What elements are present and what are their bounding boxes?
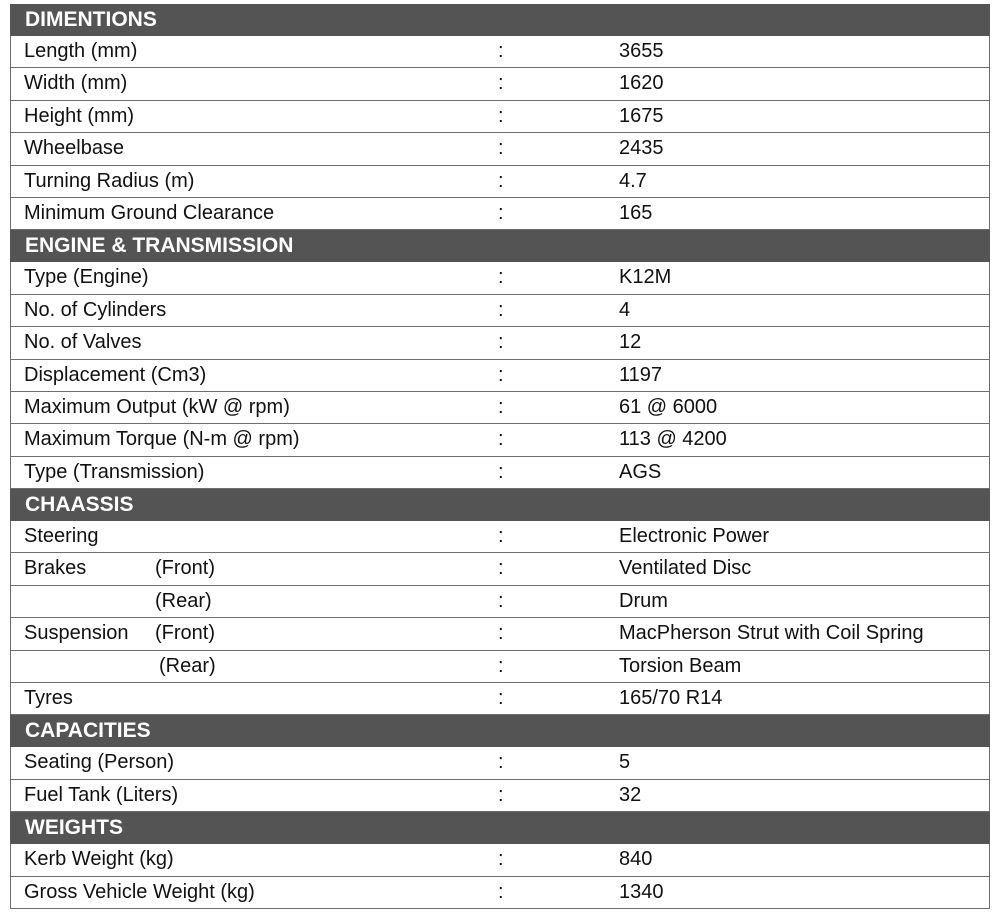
spec-value: 3655 (619, 40, 664, 62)
spec-label: Seating (Person) (24, 751, 175, 774)
spec-row-displacement (10, 360, 990, 392)
spec-value: 1675 (619, 104, 664, 127)
spec-colon: : (498, 72, 504, 95)
spec-value: 1620 (619, 72, 664, 95)
spec-label: Fuel Tank (Liters) (24, 783, 179, 806)
spec-label: No. of Cylinders (24, 298, 167, 321)
spec-value: 4.7 (619, 169, 647, 192)
spec-label: Kerb Weight (kg) (24, 848, 174, 871)
spec-row-tyres (10, 683, 990, 715)
spec-row-engine-type (10, 262, 990, 294)
spec-colon: : (498, 460, 504, 483)
spec-colon: : (498, 622, 504, 645)
spec-value: 165 (619, 201, 653, 224)
section-header-weights: WEIGHTS (10, 812, 990, 844)
spec-label: Length (mm) (24, 40, 138, 62)
spec-value: AGS (619, 460, 662, 483)
spec-colon: : (498, 395, 504, 418)
spec-row-cylinders (10, 295, 990, 327)
spec-label: Turning Radius (m) (24, 169, 195, 192)
spec-value: MacPherson Strut with Coil Spring (619, 622, 924, 645)
spec-colon: : (498, 428, 504, 451)
spec-value: 2435 (619, 137, 664, 160)
spec-label: Minimum Ground Clearance (24, 201, 275, 224)
spec-colon: : (498, 266, 504, 289)
spec-row-turning-radius (10, 166, 990, 198)
spec-label: Type (Engine) (24, 266, 149, 289)
spec-row-max-torque (10, 424, 990, 456)
spec-colon: : (498, 783, 504, 806)
spec-colon: : (498, 137, 504, 160)
spec-colon: : (498, 363, 504, 386)
spec-value: 32 (619, 783, 642, 806)
spec-row-gross-weight (10, 877, 990, 909)
spec-row-wheelbase (10, 133, 990, 165)
spec-colon: : (498, 687, 504, 710)
spec-value: 840 (619, 848, 653, 871)
spec-row-suspension-front (10, 618, 990, 650)
spec-row-kerb-weight (10, 844, 990, 876)
section-header-dimensions: DIMENTIONS (10, 4, 990, 36)
spec-sublabel: (Front) (155, 622, 215, 645)
spec-value: 165/70 R14 (619, 687, 723, 710)
spec-row-fuel-tank (10, 780, 990, 812)
spec-colon: : (498, 169, 504, 192)
spec-value: Torsion Beam (619, 654, 742, 677)
spec-value: Electronic Power (619, 525, 770, 548)
spec-value: 1340 (619, 880, 664, 903)
spec-value: Ventilated Disc (619, 557, 752, 580)
spec-row-length (10, 36, 990, 68)
spec-row-valves (10, 327, 990, 359)
spec-label: Brakes (24, 557, 87, 580)
spec-label: Steering (24, 525, 99, 548)
spec-label: Maximum Output (kW @ rpm) (24, 395, 290, 418)
spec-sublabel: (Rear) (159, 654, 216, 677)
section-header-chassis: CHAASSIS (10, 489, 990, 521)
spec-colon: : (498, 201, 504, 224)
spec-row-transmission-type (10, 457, 990, 489)
spec-row-brakes-rear (10, 586, 990, 618)
spec-row-steering (10, 521, 990, 553)
spec-label: Maximum Torque (N-m @ rpm) (24, 428, 300, 451)
spec-colon: : (498, 654, 504, 677)
spec-colon: : (498, 848, 504, 871)
section-header-capacities: CAPACITIES (10, 715, 990, 747)
spec-row-width (10, 68, 990, 100)
spec-row-max-output (10, 392, 990, 424)
spec-row-ground-clearance (10, 198, 990, 230)
spec-row-suspension-rear (10, 651, 990, 683)
spec-label: Height (mm) (24, 104, 135, 127)
spec-value: 61 @ 6000 (619, 395, 718, 418)
spec-label: Gross Vehicle Weight (kg) (24, 880, 255, 903)
spec-label: Tyres (24, 687, 73, 710)
spec-value: 12 (619, 331, 642, 354)
spec-row-brakes-front (10, 553, 990, 585)
spec-colon: : (498, 40, 504, 62)
spec-value: 1197 (619, 363, 663, 386)
spec-colon: : (498, 589, 504, 612)
spec-value: 113 @ 4200 (619, 428, 727, 451)
spec-row-height (10, 101, 990, 133)
spec-label: No. of Valves (24, 331, 142, 354)
spec-colon: : (498, 331, 504, 354)
spec-table (10, 4, 990, 909)
spec-row-seating (10, 747, 990, 779)
spec-colon: : (498, 525, 504, 548)
spec-label: Suspension (24, 622, 129, 645)
spec-label: Width (mm) (24, 72, 128, 95)
spec-sublabel: (Rear) (155, 589, 212, 612)
spec-colon: : (498, 298, 504, 321)
spec-colon: : (498, 880, 504, 903)
spec-colon: : (498, 751, 504, 774)
spec-sublabel: (Front) (155, 557, 215, 580)
spec-label: Displacement (Cm3) (24, 363, 207, 386)
spec-colon: : (498, 557, 504, 580)
spec-value: 5 (619, 751, 631, 774)
spec-colon: : (498, 104, 504, 127)
spec-value: Drum (619, 589, 668, 612)
spec-value: K12M (619, 266, 672, 289)
spec-label: Type (Transmission) (24, 460, 205, 483)
spec-label: Wheelbase (24, 137, 125, 160)
spec-value: 4 (619, 298, 631, 321)
section-header-engine: ENGINE & TRANSMISSION (10, 230, 990, 262)
